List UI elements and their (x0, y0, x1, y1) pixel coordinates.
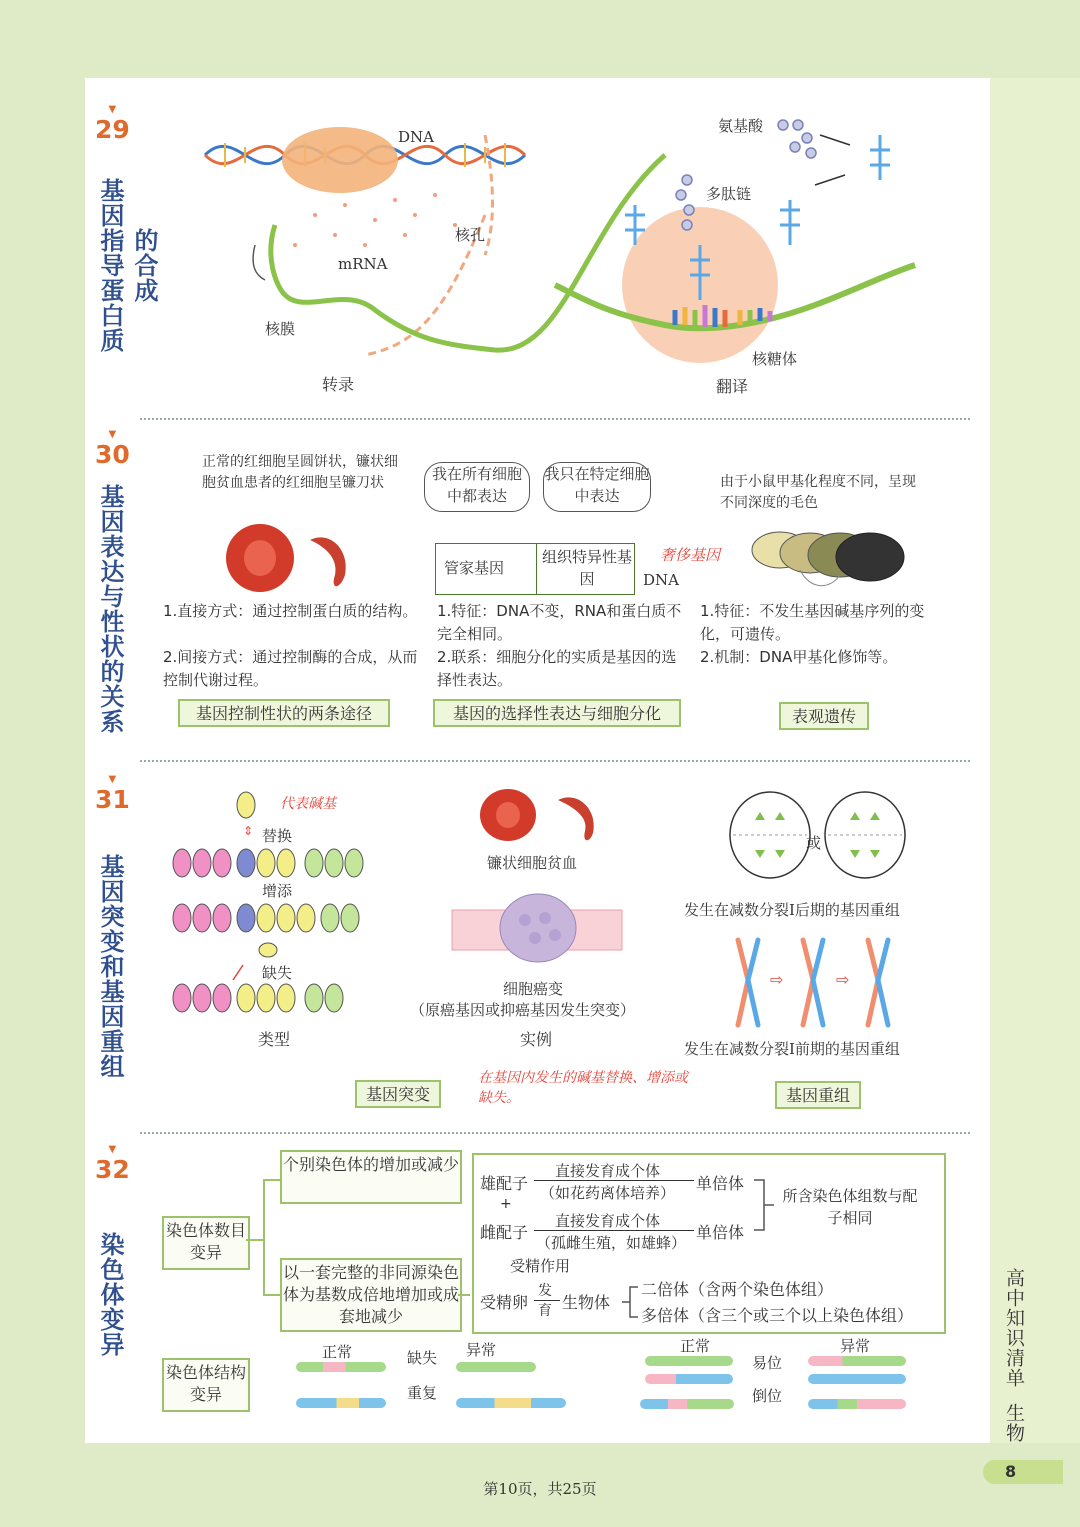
organism: 生物体 (562, 1293, 611, 1312)
chromosome-bar (456, 1398, 566, 1408)
svg-text:⇕: ⇕ (243, 824, 254, 838)
mouse-icon (740, 515, 920, 595)
rna-polymerase-icon (282, 127, 398, 193)
gene-box (435, 543, 635, 595)
label-nuclear-pore: 核孔 (455, 226, 486, 244)
label-type: 类型 (258, 1030, 291, 1049)
section-30-title: 基因表达与性状的关系 (96, 484, 124, 734)
sidebar-title: 高中知识清单 (1003, 1268, 1025, 1388)
haploid-2: 单倍体 (696, 1223, 745, 1242)
mouse-note: 由于小鼠甲基化程度不同，呈现不同深度的毛色 (720, 474, 916, 511)
svg-text:⇨: ⇨ (770, 970, 784, 989)
section-32-title: 染色体变异 (96, 1232, 124, 1357)
label-example: 实例 (520, 1030, 553, 1049)
tag-gene-recombination: 基因重组 (775, 1081, 861, 1109)
label-normal-2: 正常 (680, 1337, 711, 1355)
rbc-note: 正常的红细胞呈圆饼状，镰状细胞贫血患者的红细胞呈镰刀状 (202, 454, 398, 491)
male-gamete: 雄配子 (480, 1174, 529, 1193)
page-number: 8 (1005, 1462, 1017, 1481)
chromosome-bar (808, 1374, 906, 1384)
feature-differentiation: 1.特征：DNA不变，RNA和蛋白质不完全相同。 (437, 602, 682, 643)
red-blood-cell-icon (220, 520, 360, 595)
section-29-title-2: 的合成 (130, 228, 158, 303)
polyploid: 多倍体（含三个或三个以上染色体组） (641, 1306, 914, 1325)
female-gamete: 雌配子 (480, 1223, 529, 1242)
section-29-title: 基因指导蛋白质 (96, 178, 124, 353)
parthenogenesis: （孤雌生殖，如雄蜂） (536, 1234, 687, 1252)
tissue-specific-gene: 组织特异性基因 (542, 548, 633, 588)
label-base: 代表碱基 (280, 796, 336, 812)
develop-directly-2: 直接发育成个体 (555, 1212, 661, 1230)
label-deletion-2: 缺失 (407, 1349, 438, 1367)
label-dna: DNA (398, 128, 434, 146)
chromosome-bar (456, 1362, 536, 1372)
section-31-number: ▼ 31 (95, 774, 130, 814)
epigenetics-mechanism: 2.机制：DNA甲基化修饰等。 (700, 648, 898, 666)
box-structure-variation: 染色体结构变异 (162, 1358, 250, 1412)
label-translation: 翻译 (716, 377, 749, 396)
zygote: 受精卵 (480, 1293, 529, 1312)
section-32-number: ▼ 32 (95, 1144, 130, 1184)
label-mrna: mRNA (338, 255, 388, 273)
sidebar-subject: 生物 (1003, 1403, 1025, 1443)
label-abnormal-1: 异常 (466, 1341, 497, 1359)
luxury-gene: 奢侈基因 (660, 546, 721, 564)
label-or: 或 (806, 834, 822, 852)
chromosome-crossover-icon (728, 935, 908, 1030)
divider (140, 418, 970, 420)
label-deletion: 缺失 (262, 964, 293, 982)
section-29-number: ▼ 29 (95, 104, 130, 144)
chromosome-bar (645, 1374, 733, 1384)
chromosome-bar (808, 1399, 906, 1409)
way-indirect: 2.间接方式：通过控制酶的合成，从而控制代谢过程。 (163, 648, 418, 689)
box-individual-change: 个别染色体的增加或减少 (280, 1150, 462, 1204)
mutation-note: 在基因内发生的碱基替换、增添或缺失。 (478, 1070, 688, 1106)
diploid: 二倍体（含两个染色体组） (641, 1280, 834, 1299)
chromosome-bar (808, 1356, 906, 1366)
divider (140, 760, 970, 762)
anther-culture: （如花药离体培养） (540, 1184, 676, 1202)
label-amino-acid: 氨基酸 (718, 117, 764, 135)
tag-gene-control-pathways: 基因控制性状的两条途径 (178, 699, 390, 727)
canceration-note: （原癌基因或抑癌基因发生突变） (410, 1001, 636, 1019)
divider (140, 1132, 970, 1134)
develop-directly-1: 直接发育成个体 (555, 1162, 661, 1180)
svg-text:⇨: ⇨ (836, 970, 850, 989)
epigenetics-feature: 1.特征：不发生基因碱基序列的变化，可遗传。 (700, 602, 925, 643)
label-polypeptide: 多肽链 (706, 185, 752, 203)
chromosome-bar (645, 1356, 733, 1366)
develop-label: 发育 (538, 1283, 552, 1319)
protein-synthesis-diagram (195, 95, 965, 405)
label-canceration: 细胞癌变 (503, 980, 564, 998)
haploid-1: 单倍体 (696, 1174, 745, 1193)
section-30-number: ▼ 30 (95, 429, 130, 469)
chromosome-bar (296, 1398, 386, 1408)
label-normal-1: 正常 (322, 1343, 353, 1361)
label-sickle-cell: 镰状细胞贫血 (487, 854, 578, 872)
bubble-specific: 我只在特定细胞中表达 (543, 462, 651, 512)
link-differentiation: 2.联系：细胞分化的实质是基因的选择性表达。 (437, 648, 677, 689)
branch-lines (246, 1170, 282, 1310)
label-addition: 增添 (262, 882, 293, 900)
label-substitution: 替换 (262, 827, 293, 845)
bubble-housekeeping: 我在所有细胞中都表达 (424, 462, 530, 512)
label-abnormal-2: 异常 (840, 1337, 871, 1355)
label-anaphase-recombination: 发生在减数分裂Ⅰ后期的基因重组 (684, 901, 900, 919)
tag-selective-expression: 基因的选择性表达与细胞分化 (433, 699, 681, 727)
label-duplication: 重复 (407, 1384, 438, 1402)
chromosome-bar (296, 1362, 386, 1372)
box-number-variation: 染色体数目变异 (162, 1216, 250, 1270)
label-dna-2: DNA (643, 571, 679, 589)
label-inversion: 倒位 (752, 1387, 783, 1405)
right-sidebar (990, 78, 1080, 1443)
housekeeping-gene: 管家基因 (444, 559, 505, 577)
cancer-cell-icon (450, 890, 625, 980)
base-mutation-diagram (168, 785, 368, 1025)
box-set-change: 以一套完整的非同源染色体为基数成倍地增加或成套地减少 (280, 1258, 462, 1332)
sickle-cell-icon (478, 785, 608, 845)
label-transcription: 转录 (322, 375, 355, 394)
chromosome-bar (640, 1399, 734, 1409)
tag-epigenetics: 表观遗传 (779, 702, 869, 730)
section-31-title: 基因突变和基因重组 (96, 854, 124, 1079)
way-direct: 1.直接方式：通过控制蛋白质的结构。 (163, 602, 418, 620)
page-footer: 第10页，共25页 (483, 1480, 597, 1498)
label-nuclear-membrane: 核膜 (265, 320, 296, 338)
tag-gene-mutation: 基因突变 (355, 1080, 441, 1108)
label-translocation: 易位 (752, 1354, 783, 1372)
same-as-gamete: 所含染色体组数与配子相同 (782, 1187, 918, 1227)
label-ribosome: 核糖体 (752, 350, 798, 368)
fertilization: 受精作用 (510, 1257, 571, 1275)
plus-sign: + (500, 1196, 512, 1212)
label-prophase-recombination: 发生在减数分裂Ⅰ前期的基因重组 (684, 1040, 900, 1058)
